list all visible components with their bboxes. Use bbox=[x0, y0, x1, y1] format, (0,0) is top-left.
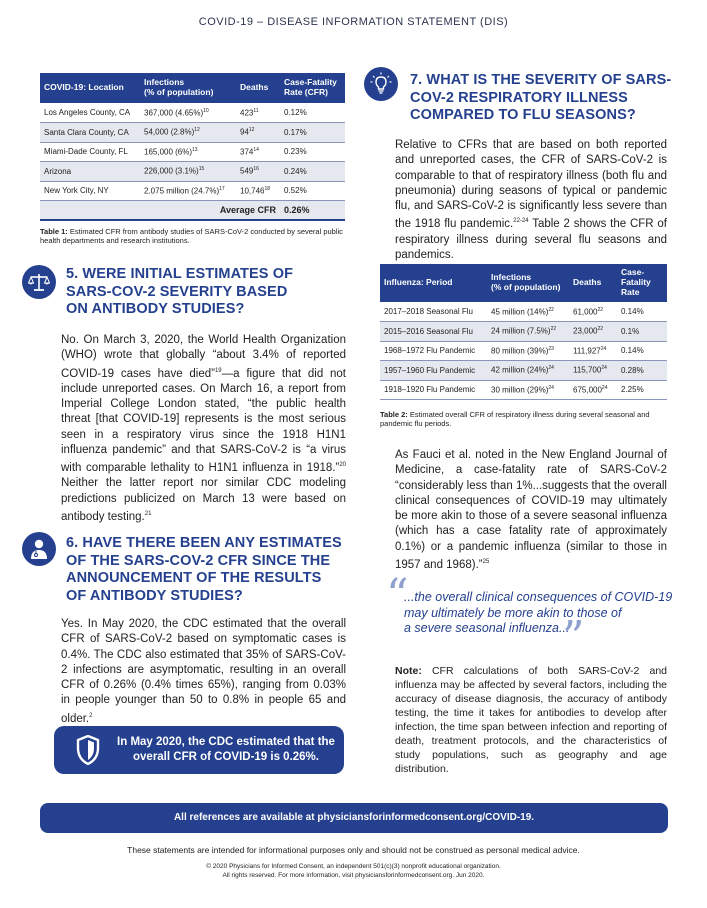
col-header-cfr: Case- Fatality Rate bbox=[617, 264, 667, 302]
references-bar: All references are available at physiciansforinformedconsent.org/COVID-19. bbox=[40, 803, 668, 833]
cell-deaths: $423^{11}$ bbox=[236, 103, 280, 123]
table-cfr-by-location bbox=[40, 73, 345, 221]
table-row bbox=[40, 103, 345, 123]
average-cfr-row bbox=[40, 201, 345, 221]
col-header-infections: Infections (% of population) bbox=[140, 73, 236, 103]
col-header-deaths: Deaths bbox=[236, 73, 280, 103]
cell-deaths: 10,746$^{18}$ bbox=[236, 181, 280, 201]
cell-period: 1968–1972 Flu Pandemic bbox=[380, 341, 487, 361]
section6-body: Yes. In May 2020, the CDC estimated that the overall CFR of SARS-CoV-2 based on symptomatic cases is 0.4%. The CDC also estimated that 35% of SARS-CoV-2 infections are asymptomatic, resulting in an overall CFR of 0.26% (0.4% times 65%), ranging from 0.03% in people younger than 50 to 0.8% in people 65 and older.$^2$ bbox=[61, 618, 346, 725]
table1-caption: Table 1: Estimated CFR from antibody studies of SARS-CoV-2 conducted by several public health departments and research institutions. bbox=[40, 227, 343, 245]
table-flu-cfr bbox=[380, 264, 667, 400]
disclaimer: These statements are intended for informational purposes only and should not be construed as personal medical advice. bbox=[127, 845, 580, 855]
cell-cfr: 0.12% bbox=[280, 103, 345, 123]
table-row bbox=[380, 322, 667, 342]
cell-cfr: 0.24% bbox=[280, 162, 345, 182]
quote-text: ...the overall clinical consequences of COVID-19 may ultimately be more akin to those of a severe seasonal influenza... bbox=[404, 590, 673, 635]
cell-cfr: 0.23% bbox=[280, 142, 345, 162]
pull-quote bbox=[386, 570, 676, 663]
table2-caption: Table 2: Estimated overall CFR of respiratory illness during several seasonal and pandemic flu periods. bbox=[380, 410, 650, 428]
cell-deaths: $374^{14}$ bbox=[236, 142, 280, 162]
fauci-paragraph: As Fauci et al. noted in the New England Journal of Medicine, a case-fatality rate of SARS-CoV-2 “considerably less than 1%...suggests that the overall clinical consequences of COVID-19 may ultimately be more akin to those of a severe seasonal influenza (which has a case fatality rate of approximately 0.1%) or a pandemic influenza (similar to those in 1957 and 1968).”$^{25}$ bbox=[395, 449, 667, 571]
average-cfr-value: 0.26% bbox=[280, 201, 345, 221]
section5-title: 5. WERE INITIAL ESTIMATES OF SARS-COV-2 SEVERITY BASED ON ANTIBODY STUDIES? bbox=[66, 266, 294, 317]
cell-cfr: 0.52% bbox=[280, 181, 345, 201]
shield-icon bbox=[76, 735, 100, 770]
page-header: COVID-19 – DISEASE INFORMATION STATEMENT (DIS) bbox=[198, 16, 509, 28]
col-header-deaths: Deaths bbox=[569, 264, 617, 302]
table-row bbox=[380, 380, 667, 400]
cell-period: 2015–2016 Seasonal Flu bbox=[380, 322, 487, 342]
cell-deaths: $94^{12}$ bbox=[236, 123, 280, 143]
note-label: Note: bbox=[395, 665, 422, 677]
cell-infections: 367,000 $(4.65\%)^{10}$ bbox=[140, 103, 236, 123]
cell-deaths: 61,000$^{22}$ bbox=[569, 302, 617, 322]
cell-deaths: 675,000$^{24}$ bbox=[569, 380, 617, 400]
table-header-row bbox=[380, 264, 667, 302]
cell-infections: 24 million $(7.5\%)^{22}$ bbox=[487, 322, 569, 342]
table-row bbox=[380, 302, 667, 322]
table-row bbox=[40, 162, 345, 182]
scales-icon bbox=[22, 265, 56, 299]
col-header-location: COVID-19: Location bbox=[40, 73, 140, 103]
cell-infections: 54,000 $(2.8\%)^{12}$ bbox=[140, 123, 236, 143]
cell-location: Arizona bbox=[40, 162, 140, 182]
doctor-icon bbox=[22, 532, 56, 566]
lightbulb-icon bbox=[364, 67, 398, 101]
table-row bbox=[380, 341, 667, 361]
copyright bbox=[0, 862, 707, 880]
col-header-infections: Infections (% of population) bbox=[487, 264, 569, 302]
cell-cfr: 0.1% bbox=[617, 322, 667, 342]
section7-title: 7. WHAT IS THE SEVERITY OF SARS- COV-2 RESPIRATORY ILLNESS COMPARED TO FLU SEASONS? bbox=[410, 72, 672, 123]
section6-title: 6. HAVE THERE BEEN ANY ESTIMATES OF THE SARS-COV-2 CFR SINCE THE ANNOUNCEMENT OF THE RESULTS OF ANTIBODY STUDIES? bbox=[66, 535, 342, 604]
cell-deaths: 115,700$^{24}$ bbox=[569, 361, 617, 381]
note-text: CFR calculations of both SARS-CoV-2 and influenza may be affected by several factors, including the accuracy of disease diagnosis, the accuracy of antibody testing, the time it takes for antibodies to develop after infection, the time span between infection and reporting of death, treatment protocols, and the characteristics of study populations, such as geography and age distribution. bbox=[395, 665, 667, 775]
cell-cfr: 0.14% bbox=[617, 302, 667, 322]
callout-text: In May 2020, the CDC estimated that the overall CFR of COVID-19 is 0.26%. bbox=[117, 736, 335, 763]
cell-cfr: 0.17% bbox=[280, 123, 345, 143]
cell-infections: 2.075 million $(24.7\%)^{17}$ bbox=[140, 181, 236, 201]
section5-body: No. On March 3, 2020, the World Health Organization (WHO) wrote that globally “about 3.4% of reported COVID-19 cases have died”$^{19}$—a figure that did not include unreported cases. On March 16, a report from Imperial College London stated, “the public health threat [that COVID-19] represents is the most serious seen in a respiratory virus since the 1918 H1N1 influenza pandemic” and that SARS-CoV-2 is “a virus with comparable lethality to H1N1 influenza in 1918.”$^{20}$ Neither the latter report nor similar CDC modeling predictions publicized on March 13 were based on antibody testing.$^{21}$ bbox=[61, 334, 346, 523]
cell-infections: 45 million $(14\%)^{22}$ bbox=[487, 302, 569, 322]
open-quote-mark: “ bbox=[386, 570, 409, 621]
cell-period: 1957–1960 Flu Pandemic bbox=[380, 361, 487, 381]
copyright-line1: © 2020 Physicians for Informed Consent, an independent 501(c)(3) nonprofit educational organization. bbox=[206, 863, 501, 870]
table-row bbox=[40, 142, 345, 162]
cell-infections: 42 million $(24\%)^{24}$ bbox=[487, 361, 569, 381]
section7-body: Relative to CFRs that are based on both reported and unreported cases, the CFR of SARS-CoV-2 is comparable to that of respiratory illness (both flu and pneumonia) during seasons of typical or pandemic flu, and SARS-CoV-2 is significantly less severe than the 1918 flu pandemic.$^{22-24}$ Table 2 shows the CFR of respiratory illness during several flu seasons and pandemics. bbox=[395, 139, 667, 261]
table-row bbox=[40, 181, 345, 201]
cell-infections: 30 million $(29\%)^{24}$ bbox=[487, 380, 569, 400]
table-row bbox=[40, 123, 345, 143]
cell-infections: 80 million $(39\%)^{23}$ bbox=[487, 341, 569, 361]
note-paragraph bbox=[395, 664, 667, 776]
cell-deaths: 111,927$^{24}$ bbox=[569, 341, 617, 361]
col-header-cfr: Case-Fatality Rate (CFR) bbox=[280, 73, 345, 103]
cell-period: 1918–1920 Flu Pandemic bbox=[380, 380, 487, 400]
cell-infections: 165,000 $(6\%)^{13}$ bbox=[140, 142, 236, 162]
table-row bbox=[380, 361, 667, 381]
close-quote-mark: ” bbox=[562, 612, 585, 663]
col-header-period: Influenza: Period bbox=[380, 264, 487, 302]
cdc-callout bbox=[54, 726, 344, 774]
average-cfr-label: Average CFR bbox=[40, 201, 280, 221]
cell-location: New York City, NY bbox=[40, 181, 140, 201]
copyright-line2: All rights reserved. For more information, visit physiciansforinformedconsent.org. Jun 2020. bbox=[222, 872, 485, 879]
cell-location: Miami-Dade County, FL bbox=[40, 142, 140, 162]
cell-cfr: 0.28% bbox=[617, 361, 667, 381]
cell-location: Santa Clara County, CA bbox=[40, 123, 140, 143]
cell-cfr: 0.14% bbox=[617, 341, 667, 361]
cell-deaths: $549^{16}$ bbox=[236, 162, 280, 182]
cell-infections: 226,000 $(3.1\%)^{15}$ bbox=[140, 162, 236, 182]
table-header-row bbox=[40, 73, 345, 103]
cell-period: 2017–2018 Seasonal Flu bbox=[380, 302, 487, 322]
cell-location: Los Angeles County, CA bbox=[40, 103, 140, 123]
cell-cfr: 2.25% bbox=[617, 380, 667, 400]
cell-deaths: 23,000$^{22}$ bbox=[569, 322, 617, 342]
